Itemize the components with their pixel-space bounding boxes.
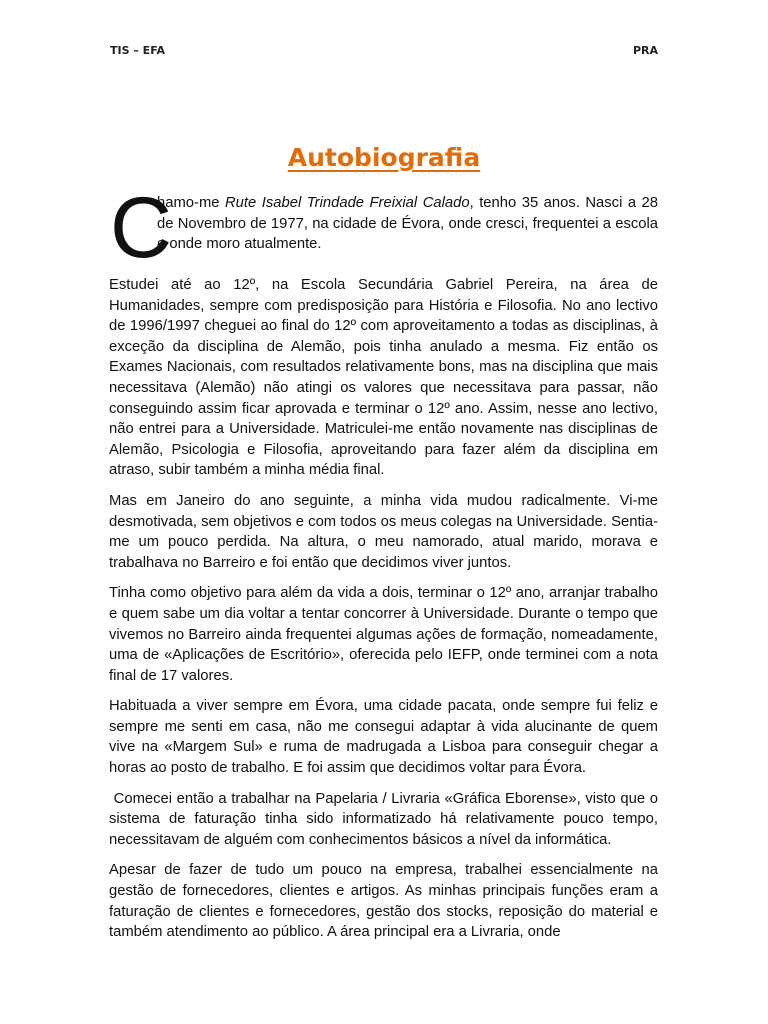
- header-left-text: TIS – EFA: [110, 44, 165, 57]
- author-name: Rute Isabel Trindade Freixial Calado: [225, 195, 470, 211]
- paragraph-return-evora: Habituada a viver sempre em Évora, uma cidade pacata, onde sempre fui feliz e sempre me senti em casa, não me consegui adaptar à vida alucinante de quem vive na «Margem Sul» e ruma de madrugada a Lisboa para conseguir chegar a horas ao posto de trabalho. E foi assim que decidimos voltar para Évora.: [109, 698, 658, 777]
- paragraph-first-job: Comecei então a trabalhar na Papelaria / Livraria «Gráfica Eborense», visto que o sistema de faturação tinha sido informatizado há relativamente pouco tempo, necessitavam de alguém com conhecimentos básicos a nível da informática.: [109, 790, 663, 848]
- document-body: [109, 180, 663, 943]
- drop-cap: C: [110, 180, 173, 276]
- intro-after-name: , tenho 35 anos. Nasci a 28 de Novembro de 1977, na cidade de Évora, onde cresci, frequentei a escola e onde moro atualmente.: [157, 195, 659, 253]
- document-title: Autobiografia: [287, 143, 481, 172]
- paragraph-barreiro: Tinha como objetivo para além da vida a dois, terminar o 12º ano, arranjar trabalho e quem sabe um dia voltar a tentar concorrer à Universidade. Durante o tempo que vivemos no Barreiro ainda frequentei algumas ações de formação, nomeadamente, uma de «Aplicações de Escritório», oferecida pelo IEFP, onde terminei com a nota final de 17 valores.: [109, 585, 658, 684]
- intro-paragraph: [109, 180, 659, 276]
- paragraph-life-change: Mas em Janeiro do ano seguinte, a minha vida mudou radicalmente. Vi-me desmotivada, sem objetivos e com todos os meus colegas na Universidade. Sentia-me um pouco perdida. Na altura, o meu namorado, atual marido, morava e trabalhava no Barreiro e foi então que decidimos viver juntos.: [109, 492, 658, 571]
- intro-text: [157, 193, 658, 255]
- paragraph-education: Estudei até ao 12º, na Escola Secundária Gabriel Pereira, na área de Humanidades, sempre com predisposição para História e Filosofia. No ano lectivo de 1996/1997 cheguei ao final do 12º com aproveitamento a todas as disciplinas, à exceção da disciplina de Alemão, pois tinha anulado a mesma. Fiz então os Exames Nacionais, com resultados relativamente bons, mas na disciplina que mais necessitava (Alemão) não atingi os valores que necessitava para passar, não conseguindo assim ficar aprovada e terminar o 12º ano. Assim, nesse ano lectivo, não entrei para a Universidade. Matriculei-me então novamente nas disciplinas de Alemão, Psicologia e Filosofia, aproveitando para fazer além da disciplina em atraso, subir também a minha média final.: [109, 277, 658, 479]
- page-header: [110, 44, 658, 64]
- header-right-text: PRA: [632, 44, 658, 57]
- paragraph-job-duties: Apesar de fazer de tudo um pouco na empresa, trabalhei essencialmente na gestão de fornecedores, clientes e artigos. As minhas principais funções eram a faturação de clientes e fornecedores, gestão dos stocks, reposição do material e também atendimento ao público. A área principal era a Livraria, onde: [109, 862, 658, 941]
- intro-before-name: hamo-me: [157, 195, 225, 211]
